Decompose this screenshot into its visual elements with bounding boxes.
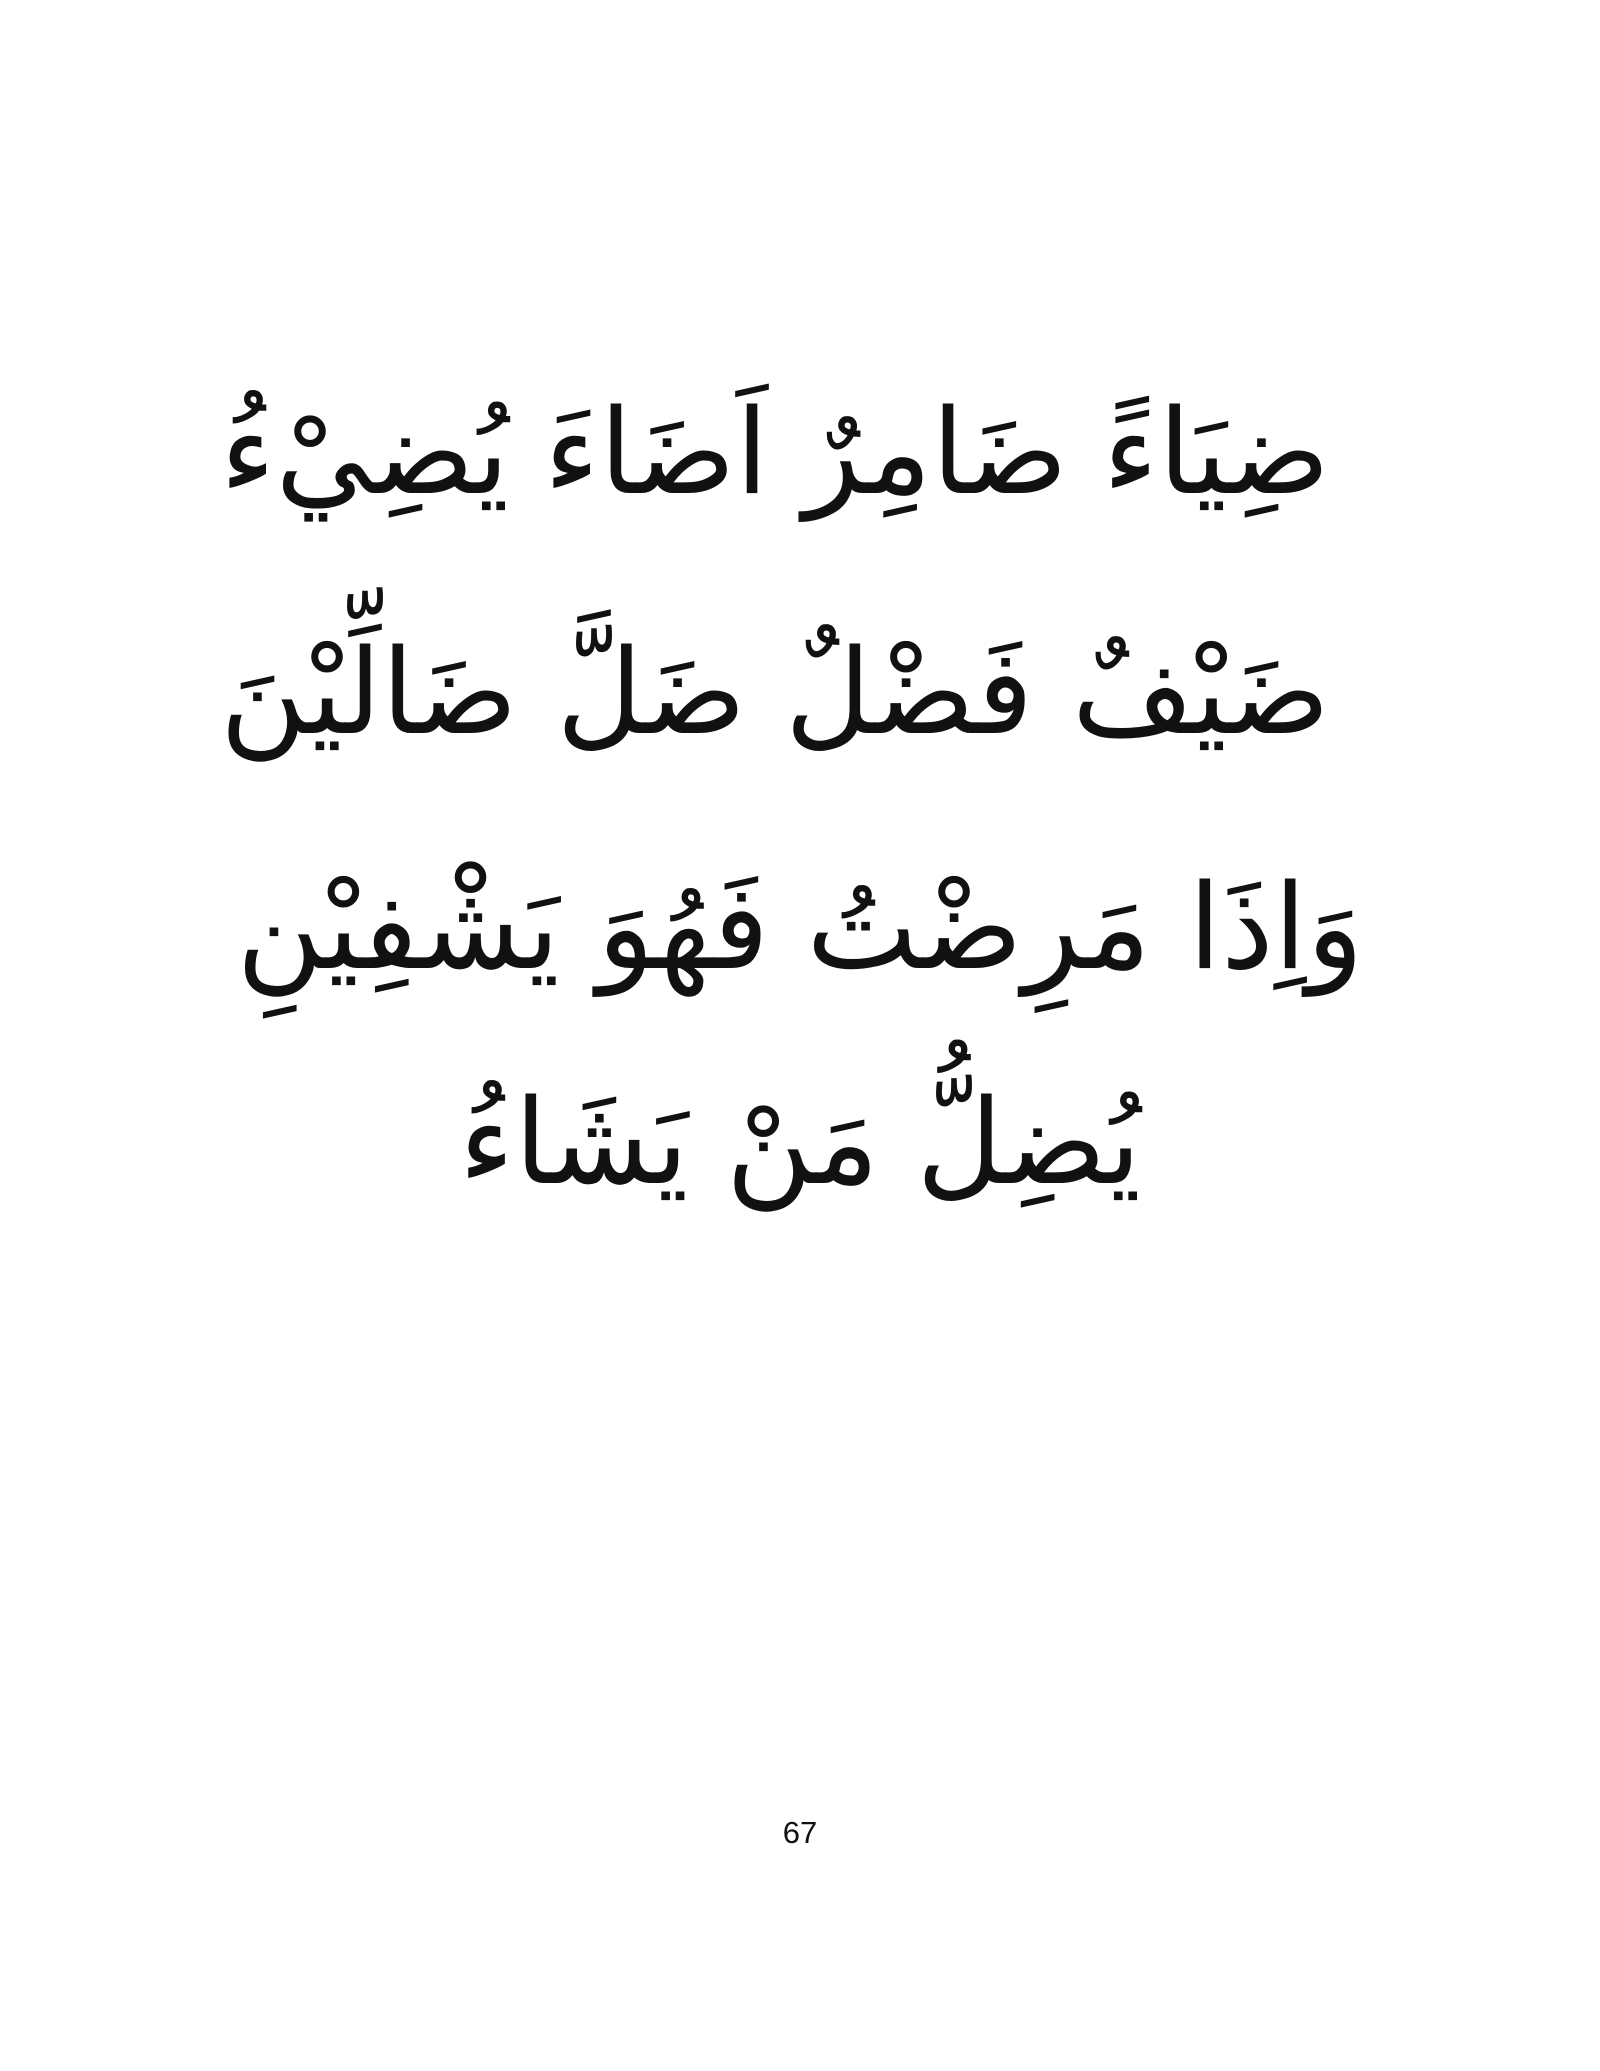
- word-daamirun: ضَامِرٌ: [803, 383, 1068, 521]
- word-yudeeu: يُضِيْءُ: [220, 383, 510, 521]
- word-row-1: [220, 385, 1330, 521]
- word-fadlun: فَضْلٌ: [785, 623, 1034, 761]
- word-row-2: [220, 625, 1330, 761]
- word-adaa: اَضَاءَ: [543, 383, 769, 521]
- word-dalla: ضَلَّ: [556, 623, 747, 761]
- word-dayfun: ضَيْفٌ: [1072, 623, 1330, 761]
- word-daalleena: ضَالِّيْنَ: [220, 623, 518, 761]
- quran-phrase-misguides: يُضِلُّ مَنْ يَشَاءُ: [458, 1073, 1142, 1211]
- word-diyaan: ضِيَاءً: [1102, 383, 1330, 521]
- page-number: 67: [782, 1815, 818, 1850]
- quran-phrase-healing: وَاِذَا مَرِضْتُ فَهُوَ يَشْفِيْنِ: [236, 858, 1364, 996]
